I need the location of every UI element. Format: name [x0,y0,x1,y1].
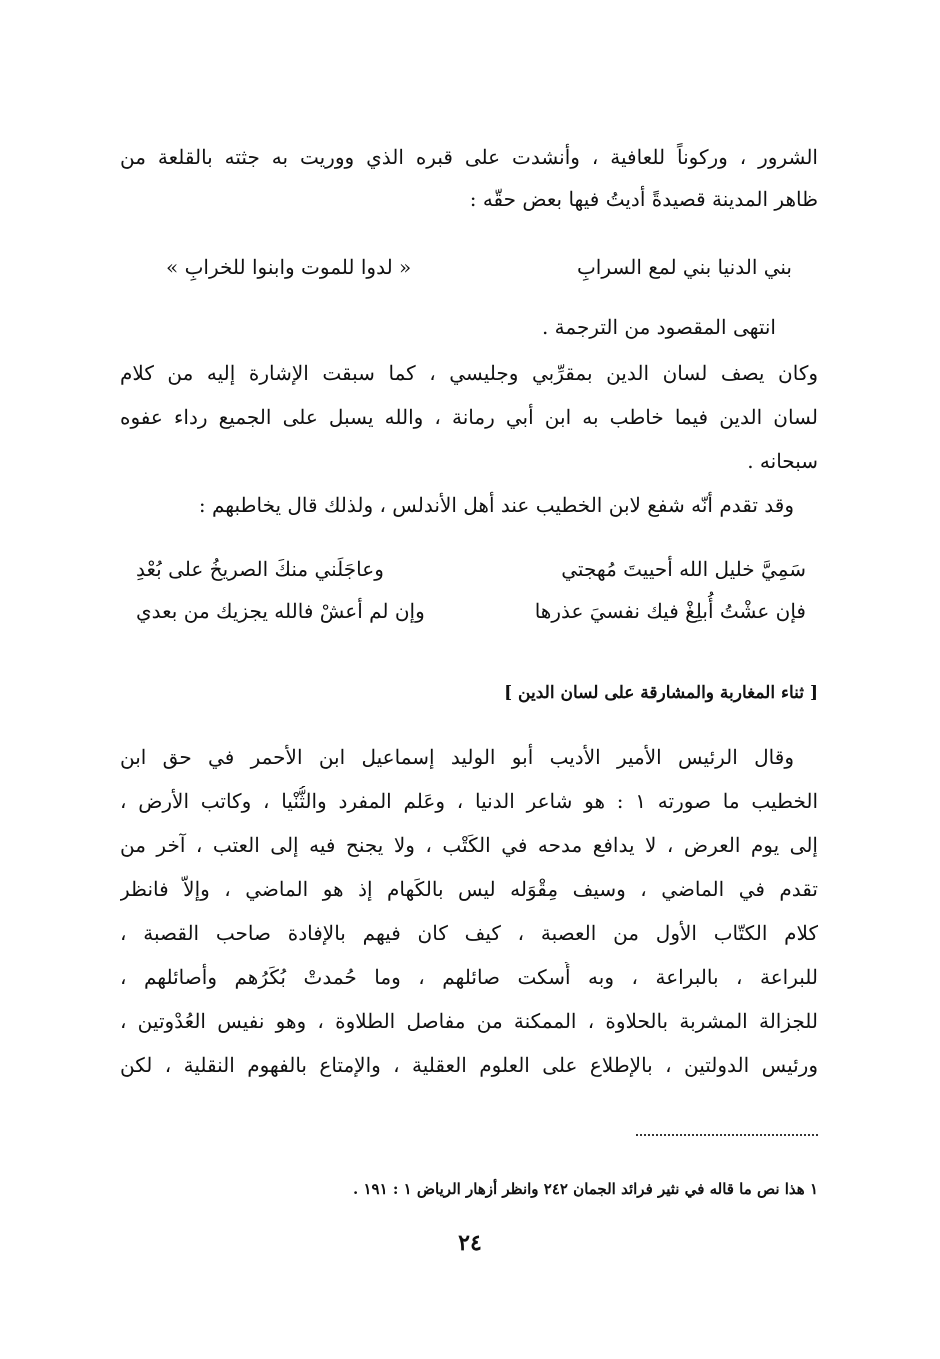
text-line: للجزالة المشربة بالحلاوة ، الممكنة من مفاصل الطلاوة ، وهو نفيس العُدْوتين ، [120,1009,818,1033]
verse-hemistich-first: فإن عشْتُ أُبلِغْ فيك نفسيَ عذرها [534,599,806,623]
verse-hemistich-second: « لدوا للموت وابنوا للخرابِ » [166,255,412,279]
page-number: ٢٤ [458,1230,482,1256]
text-line: انتهى المقصود من الترجمة . [541,315,776,339]
footnote: ١ هذا نص ما قاله في نثير فرائد الجمان ٢٤٢ وانظر أزهار الرياض ١ : ١٩١ . [353,1180,818,1198]
section-heading: [ ثناء المغاربة والمشارقة على لسان الدين ] [504,683,818,703]
text-line: وقد تقدم أنّه شفع لابن الخطيب عند أهل الأندلس ، ولذلك قال يخاطبهم : [198,493,794,517]
text-line: وكان يصف لسان الدين بمقرِّبي وجليسي ، كما سبقت الإشارة إليه من كلام [120,361,818,385]
text-line: إلى يوم العرض ، لا يدافع مدحه في الكَتْب ، ولا يجنح فيه إلى العتب ، آخر من [120,833,818,857]
text-line: للبراعة ، بالبراعة ، وبه أُسكت صائلهم ، وما حُمدتْ بُكَرُهم وأصائلهم ، [120,965,818,989]
verse-hemistich-first: بني الدنيا بني لمع السرابِ [576,255,792,279]
text-line: الخطيب ما صورته ١ : هو شاعر الدنيا ، وعَلم المفرد والثُّنْيا ، وكاتب الأرض ، [120,789,818,813]
text-line: لسان الدين فيما خاطب به ابن أبي رمانة ، والله يسبل على الجميع رداء عفوه [120,405,818,429]
verse-hemistich-first: سَمِيَّ خليل الله أحييتَ مُهجتي [561,557,806,581]
text-line: كلام الكتّاب الأول من العصبة ، كيف كان فيهم بالإفادة صاحب القصبة ، [120,921,818,945]
text-line: الشرور ، وركوناً للعافية ، وأنشدت على قبره الذي ووريت به جثته بالقلعة من [120,145,818,169]
text-line: ورئيس الدولتين ، بالإطلاع على العلوم العقلية ، والإمتاع بالفهوم النقلية ، لكن [120,1053,818,1077]
text-line: ظاهر المدينة قصيدةً أديتُ فيها بعض حقّه : [469,187,818,211]
text-line: تقدم في الماضي ، وسيف مِقْوَله ليس بالكَهام إذ هو الماضي ، وإلاّ فانظر [120,877,818,901]
verse-hemistich-second: وعاجَلَني منكَ الصريخُ على بُعْدِ [136,557,384,581]
text-line: سبحانه . [747,449,818,473]
verse-hemistich-second: وإن لم أعشْ فالله يجزيك من بعدي [136,599,425,623]
text-line: وقال الرئيس الأمير الأديب أبو الوليد إسماعيل ابن الأحمر في حق ابن [120,745,794,769]
footnote-separator [636,1134,818,1136]
